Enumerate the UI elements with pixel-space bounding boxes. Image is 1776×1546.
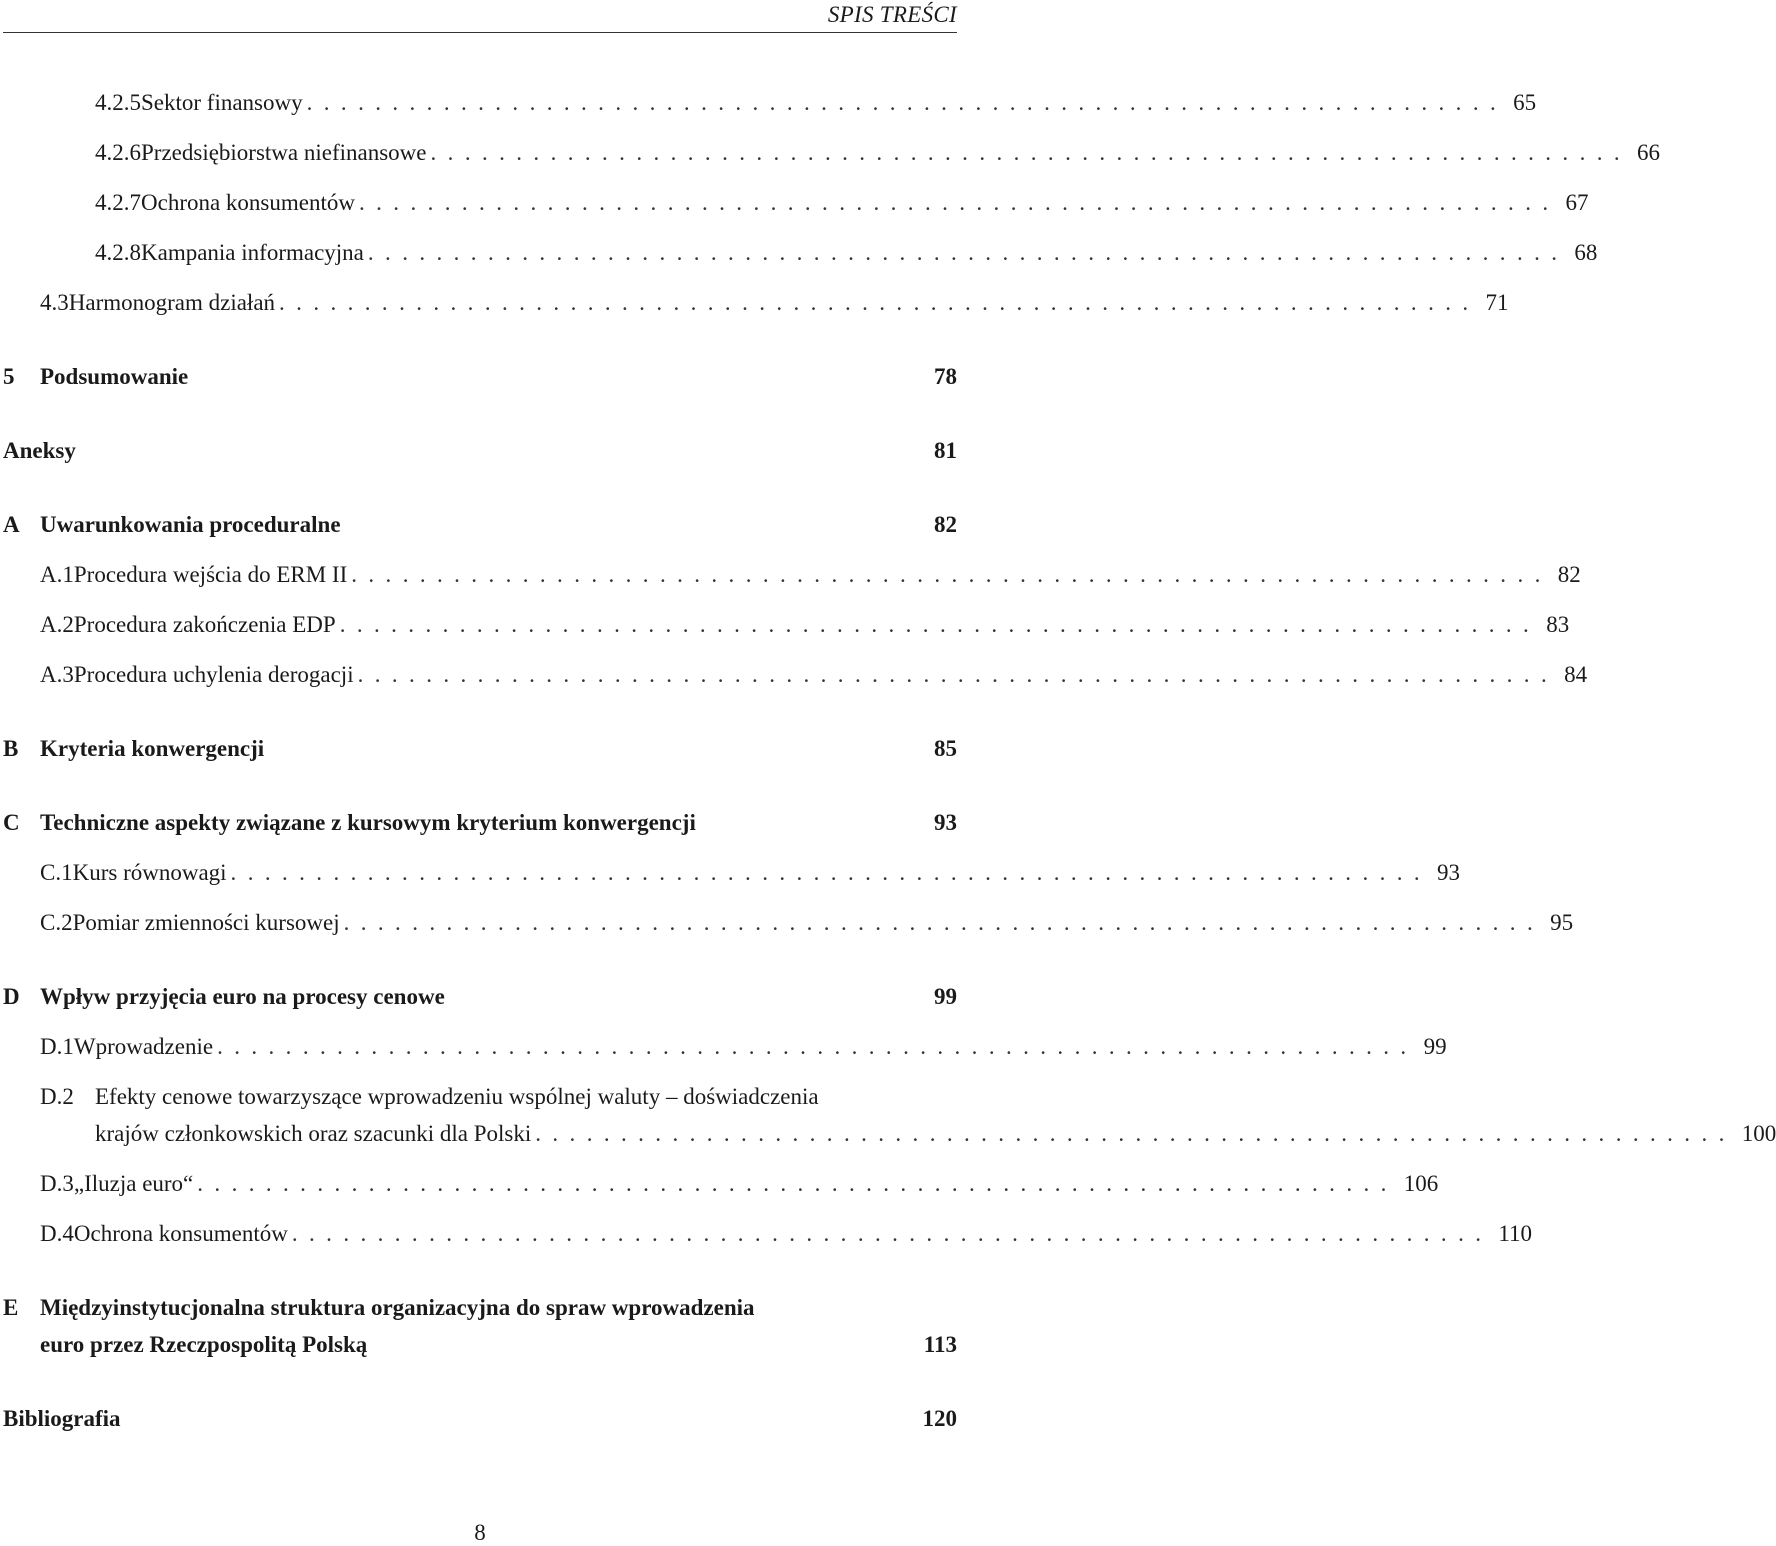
entry-page: 82 (1557, 562, 1581, 587)
entry-title: „Iluzja euro“ (73, 1171, 194, 1196)
entry-number: D.3 (40, 1171, 74, 1196)
toc-chapter-c[interactable] (3, 810, 957, 836)
entry-title: Harmonogram działań (68, 290, 276, 315)
entry-number: 4.2.8 (95, 240, 141, 265)
entry-page: 110 (1498, 1221, 1533, 1246)
chapter-number: E (3, 1295, 19, 1320)
dot-leader: ...................................................................... (343, 910, 1545, 935)
entry-number: A.1 (40, 562, 74, 587)
toc-chapter-bibliografia[interactable] (3, 1406, 957, 1432)
entry-title: Przedsiębiorstwa niefinansowe (141, 140, 427, 165)
toc-entry-4-2-6[interactable] (95, 140, 1661, 166)
dot-leader: ...................................................................... (197, 1171, 1398, 1196)
entry-page: 99 (1423, 1034, 1447, 1059)
entry-title: Ochrona konsumentów (73, 1221, 288, 1246)
chapter-page: 78 (934, 364, 957, 389)
entry-title: Pomiar zmienności kursowej (72, 910, 340, 935)
chapter-page: 120 (922, 1406, 957, 1431)
chapter-second-line (40, 1332, 957, 1358)
chapter-title: Bibliografia (3, 1406, 121, 1431)
chapter-title: Wpływ przyjęcia euro na procesy cenowe (40, 984, 445, 1009)
dot-leader: ...................................................................... (279, 290, 1480, 315)
entry-number: 4.2.5 (95, 90, 141, 115)
entry-page: 67 (1565, 190, 1589, 215)
dot-leader: ...................................................................... (430, 140, 1632, 165)
chapter-title: Podsumowanie (40, 364, 189, 389)
entry-number: 4.3 (40, 290, 69, 315)
toc-chapter-a[interactable] (3, 512, 957, 538)
dot-leader: ...................................................................... (535, 1121, 1736, 1146)
entry-title: Wprowadzenie (73, 1034, 214, 1059)
entry-title: Procedura wejścia do ERM II (73, 562, 348, 587)
entry-page: 84 (1564, 662, 1588, 687)
toc-chapter-d[interactable] (3, 984, 957, 1010)
entry-page: 66 (1637, 140, 1661, 165)
running-header: SPIS TREŚCI (827, 2, 957, 27)
entry-page: 100 (1741, 1121, 1776, 1146)
chapter-title: Kryteria konwergencji (40, 736, 265, 761)
entry-page: 68 (1574, 240, 1598, 265)
chapter-title: Uwarunkowania proceduralne (40, 512, 341, 537)
entry-first-line (40, 1084, 819, 1110)
chapter-number: D (3, 984, 20, 1009)
entry-number: 4.2.6 (95, 140, 141, 165)
toc-entry-4-2-8[interactable] (95, 240, 1598, 266)
toc-entry-4-2-5[interactable] (95, 90, 1537, 116)
toc-entry-4-2-7[interactable] (95, 190, 1589, 216)
chapter-title: Aneksy (3, 438, 76, 463)
entry-title: Sektor finansowy (141, 90, 303, 115)
entry-page: 71 (1485, 290, 1509, 315)
dot-leader: ...................................................................... (306, 90, 1508, 115)
chapter-page: 113 (923, 1332, 957, 1357)
entry-number: 4.2.7 (95, 190, 141, 215)
entry-page: 65 (1513, 90, 1537, 115)
page-number: 8 (474, 1520, 486, 1545)
entry-title: Ochrona konsumentów (141, 190, 355, 215)
entry-number: C.1 (40, 860, 73, 885)
header-rule (3, 32, 957, 33)
dot-leader: ...................................................................... (351, 562, 1552, 587)
dot-leader: ...................................................................... (291, 1221, 1493, 1246)
chapter-page: 82 (934, 512, 957, 537)
toc-entry-d-4[interactable] (40, 1221, 1533, 1247)
entry-number: D.1 (40, 1034, 74, 1059)
toc-entry-a-1[interactable] (40, 562, 1581, 588)
entry-page: 106 (1403, 1171, 1439, 1196)
dot-leader: ...................................................................... (359, 190, 1560, 215)
entry-number: C.2 (40, 910, 73, 935)
entry-title: Procedura zakończenia EDP (73, 612, 336, 637)
chapter-title: Techniczne aspekty związane z kursowym kryterium konwergencji (40, 810, 696, 835)
chapter-title-line2: euro przez Rzeczpospolitą Polską (40, 1332, 368, 1357)
entry-title-line1: Efekty cenowe towarzyszące wprowadzeniu wspólnej waluty – doświadczenia (95, 1084, 819, 1109)
entry-page: 95 (1550, 910, 1574, 935)
entry-title-line2: krajów członkowskich oraz szacunki dla Polski (95, 1121, 532, 1146)
dot-leader: ...................................................................... (230, 860, 1432, 885)
entry-title: Kampania informacyjna (141, 240, 364, 265)
dot-leader: ...................................................................... (217, 1034, 1418, 1059)
chapter-page: 99 (934, 984, 957, 1009)
entry-number: D.2 (40, 1084, 74, 1109)
entry-title: Procedura uchylenia derogacji (73, 662, 354, 687)
toc-entry-c-1[interactable] (40, 860, 1461, 886)
chapter-first-line (3, 1295, 755, 1321)
toc-entry-c-2[interactable] (40, 910, 1574, 936)
toc-chapter-b[interactable] (3, 736, 957, 762)
dot-leader: ...................................................................... (339, 612, 1541, 637)
chapter-number: 5 (3, 364, 15, 389)
chapter-page: 93 (934, 810, 957, 835)
toc-entry-a-3[interactable] (40, 662, 1588, 688)
toc-chapter-5[interactable] (3, 364, 957, 390)
entry-page: 83 (1546, 612, 1570, 637)
chapter-number: C (3, 810, 20, 835)
entry-number: A.3 (40, 662, 74, 687)
toc-entry-d-3[interactable] (40, 1171, 1439, 1197)
entry-second-line (95, 1121, 1776, 1147)
toc-entry-d-1[interactable] (40, 1034, 1447, 1060)
chapter-title-line1: Międzyinstytucjonalna struktura organizacyjna do spraw wprowadzenia (40, 1295, 755, 1320)
chapter-number: A (3, 512, 20, 537)
entry-title: Kurs równowagi (72, 860, 227, 885)
toc-entry-4-3[interactable] (40, 290, 1509, 316)
entry-page: 93 (1437, 860, 1461, 885)
chapter-number: B (3, 736, 19, 761)
entry-number: D.4 (40, 1221, 74, 1246)
dot-leader: ...................................................................... (357, 662, 1559, 687)
entry-number: A.2 (40, 612, 74, 637)
dot-leader: ...................................................................... (367, 240, 1569, 265)
toc-chapter-aneksy[interactable] (3, 438, 957, 464)
chapter-page: 85 (934, 736, 957, 761)
toc-entry-a-2[interactable] (40, 612, 1570, 638)
chapter-page: 81 (934, 438, 957, 463)
